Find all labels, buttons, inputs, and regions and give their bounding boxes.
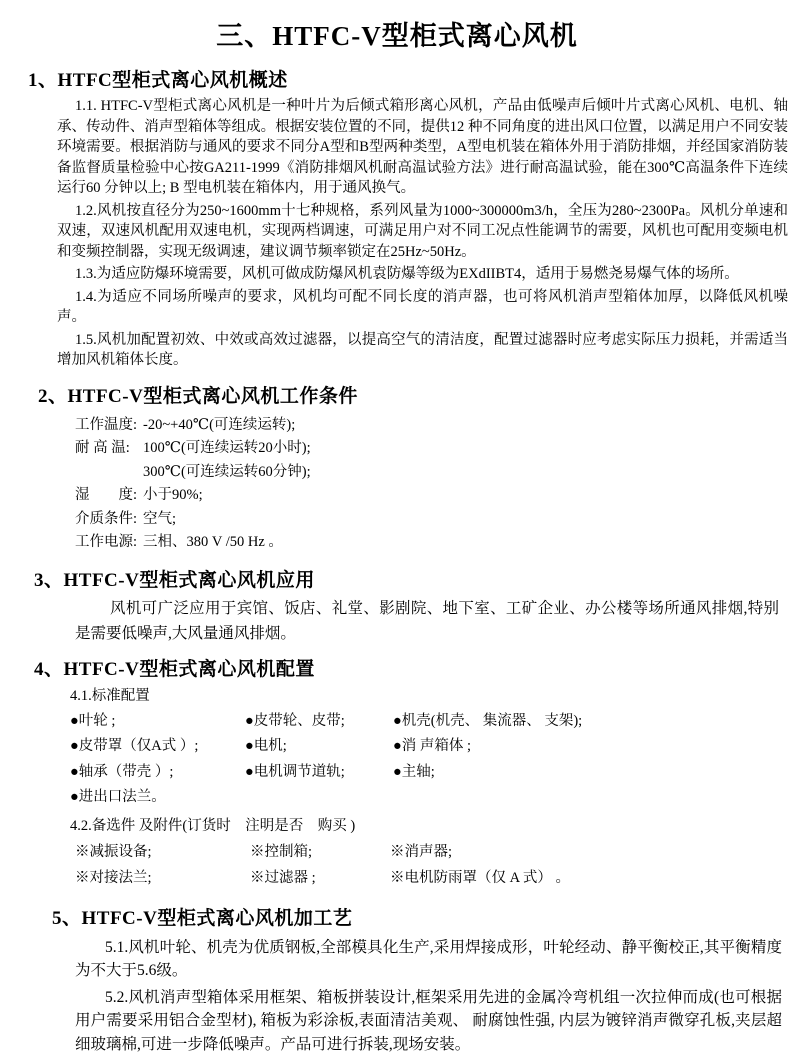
section-5-heading: 5、HTFC-V型柜式离心风机加工艺 — [52, 903, 794, 930]
paragraph-application: 风机可广泛应用于宾馆、饭店、礼堂、影剧院、地下室、工矿企业、办公楼等场所通风排烟,特别是需要低噪声,大风量通风排烟。 — [75, 596, 779, 646]
section-2-heading: 2、HTFC-V型柜式离心风机工作条件 — [38, 381, 794, 408]
condition-value: 三相、380 V /50 Hz 。 — [143, 531, 283, 555]
standard-config-item-belt-cover: ●皮带罩（仅A式 ）; — [70, 734, 245, 760]
section-working-conditions — [0, 381, 794, 555]
paragraph-1-3: 1.3.为适应防爆环境需要，风机可做成防爆风机袁防爆等级为EXdIIBT4，适用于易燃尧易爆气体的场所。 — [57, 264, 788, 285]
working-conditions-list — [75, 414, 794, 555]
paragraph-5-2: 5.2.风机消声型箱体采用框架、箱板拼装设计,框架采用先进的金属冷弯机组一次拉伸而成(也可根据用户需要采用铝合金型材), 箱板为彩涂板,表面清洁美观、 耐腐蚀性强, 内层为镀锌消声微穿孔板,夹层超细玻璃棉,可进一步降低噪声。产品可进行拆装,现场安装。 — [75, 986, 782, 1056]
section-application — [0, 565, 794, 646]
condition-value: 100℃(可连续运转20小时); — [143, 437, 311, 461]
optional-config-list — [75, 839, 794, 891]
section-3-heading: 3、HTFC-V型柜式离心风机应用 — [34, 565, 794, 592]
optional-item-rain-cover: ※电机防雨罩（仅 A 式） 。 — [390, 865, 794, 891]
condition-label: 工作温度: — [75, 414, 141, 438]
condition-label — [75, 461, 141, 485]
optional-item-control-box: ※控制箱; — [250, 839, 390, 865]
optional-item-silencer: ※消声器; — [390, 839, 794, 865]
section-process — [0, 903, 794, 1056]
optional-item-damping: ※减振设备; — [75, 839, 250, 865]
condition-row-medium — [75, 508, 794, 532]
standard-config-item-pulley-belt: ●皮带轮、皮带; — [245, 709, 393, 735]
condition-row-temperature — [75, 414, 794, 438]
standard-config-item-silencer-box: ●消 声箱体 ; — [393, 734, 794, 760]
condition-value: -20~+40℃(可连续运转); — [143, 414, 295, 438]
standard-config-item-bearing: ●轴承（带壳 ）; — [70, 760, 245, 786]
condition-label: 湿 度: — [75, 484, 141, 508]
condition-value: 300℃(可连续运转60分钟); — [143, 461, 311, 485]
paragraph-1-5: 1.5.风机加配置初效、中效或高效过滤器，以提高空气的清洁度，配置过滤器时应考虑实际压力损耗，并需适当增加风机箱体长度。 — [57, 330, 788, 371]
standard-config-item-impeller: ●叶轮 ; — [70, 709, 245, 735]
optional-item-filter: ※过滤器 ; — [250, 865, 390, 891]
optional-item-flange: ※对接法兰; — [75, 865, 250, 891]
section-configuration — [0, 654, 794, 891]
paragraph-1-4: 1.4.为适应不同场所噪声的要求，风机均可配不同长度的消声器，也可将风机消声型箱体加厚，以降低风机噪声。 — [57, 287, 788, 328]
condition-value: 空气; — [143, 508, 176, 532]
condition-label: 耐 高 温: — [75, 437, 141, 461]
condition-label: 工作电源: — [75, 531, 141, 555]
page-title: 三、HTFC-V型柜式离心风机 — [0, 12, 794, 57]
condition-row-power — [75, 531, 794, 555]
standard-config-item-motor-rail: ●电机调节道轨; — [245, 760, 393, 786]
standard-config-title: 4.1.标准配置 — [70, 685, 794, 707]
standard-config-item-casing: ●机壳(机壳、 集流器、 支架); — [393, 709, 794, 735]
paragraph-1-2: 1.2.风机按直径分为250~1600mm十七种规格，系列风量为1000~300000m3/h，全压为280~2300Pa。风机分单速和双速，双速风机配用双速电机，实现两档调速，可满足用户对不同工况点性能调节的需要，风机也可配用变频电机和变频控制器，实现无级调速，建议调节频率锁定在25Hz~50Hz。 — [57, 201, 788, 263]
condition-row-humidity — [75, 484, 794, 508]
standard-config-item-flange: ●进出口法兰。 — [70, 785, 245, 811]
paragraph-5-1: 5.1.风机叶轮、机壳为优质钢板,全部模具化生产,采用焊接成形，叶轮经动、静平衡校正,其平衡精度为不大于5.6级。 — [75, 936, 782, 983]
standard-config-item-motor: ●电机; — [245, 734, 393, 760]
condition-label: 介质条件: — [75, 508, 141, 532]
section-overview — [0, 65, 794, 371]
section-1-heading: 1、HTFC型柜式离心风机概述 — [28, 65, 794, 92]
standard-config-list — [70, 709, 794, 811]
condition-row-heat-resistance — [75, 437, 794, 461]
condition-row-heat-resistance-2 — [75, 461, 794, 485]
standard-config-item-main-shaft: ●主轴; — [393, 760, 794, 786]
paragraph-1-1: 1.1. HTFC-V型柜式离心风机是一种叶片为后倾式箱形离心风机，产品由低噪声后倾叶片式离心风机、电机、轴承、传动件、消声型箱体等组成。根据安装位置的不同，提供12 种不同角度的进出风口位置，以满足用户不同安装环境需要。根据消防与通风的要求不同分A型和B型两种类型，A型电机装在箱体外用于消防排烟，并经国家消防装备监督质量检验中心按GA211-1999《消防排烟风机耐高温试验方法》进行耐高温试验，能在300℃高温条件下连续运行60 分钟以上; B 型电机装在箱体内，用于通风换气。 — [57, 96, 788, 199]
optional-config-title: 4.2.备选件 及附件(订货时 注明是否 购买 ) — [70, 815, 794, 837]
condition-value: 小于90%; — [143, 484, 203, 508]
section-4-heading: 4、HTFC-V型柜式离心风机配置 — [34, 654, 794, 681]
